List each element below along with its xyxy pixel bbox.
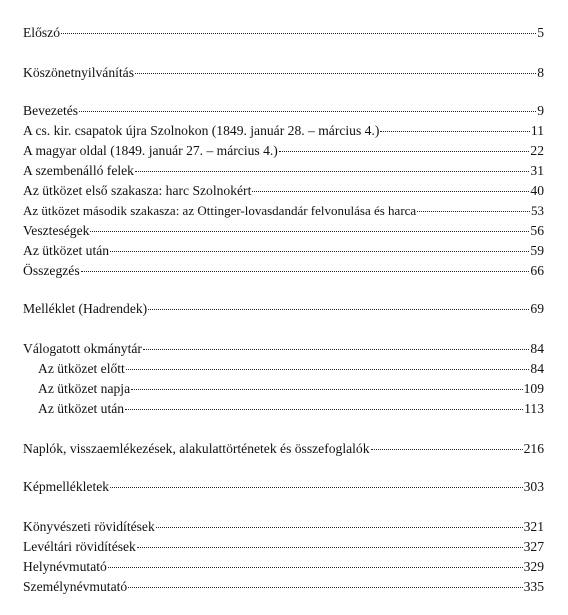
dot-leader xyxy=(279,151,530,152)
toc-entry-szembenallo-felek xyxy=(23,161,544,180)
toc-subentry-utkozet-napja xyxy=(38,379,544,398)
toc-entry-osszegzes xyxy=(23,261,544,280)
toc-entry-title: Helynévmutató xyxy=(23,559,107,574)
dot-leader xyxy=(61,33,536,34)
toc-entry-page: 66 xyxy=(530,263,544,278)
toc-entry-page: 109 xyxy=(523,381,544,396)
toc-entry-magyar-oldal xyxy=(23,141,544,160)
toc-entry-naplok xyxy=(23,439,544,458)
toc-entry-cs-kir-csapatok xyxy=(23,121,544,140)
toc-subentry-utkozet-elott xyxy=(38,359,544,378)
dot-leader xyxy=(110,251,529,252)
toc-entry-kepmellekletek xyxy=(23,477,544,496)
dot-leader xyxy=(371,449,523,450)
toc-entry-page: 84 xyxy=(530,361,544,376)
toc-entry-page: 84 xyxy=(530,341,544,356)
dot-leader xyxy=(137,547,523,548)
toc-entry-utkozet-utan xyxy=(23,241,544,260)
toc-subentry-utkozet-utan xyxy=(38,399,544,418)
toc-entry-page: 329 xyxy=(523,559,544,574)
toc-entry-utkozet-masodik-szakasza xyxy=(23,201,544,220)
toc-entry-page: 321 xyxy=(523,519,544,534)
toc-entry-title: A cs. kir. csapatok újra Szolnokon (1849. január 28. – március 4.) xyxy=(23,123,380,138)
toc-entry-koszonetnyilvanitas xyxy=(23,63,544,82)
dot-leader xyxy=(252,191,529,192)
dot-leader xyxy=(90,231,529,232)
dot-leader xyxy=(135,73,536,74)
toc-entry-eloszo xyxy=(23,23,544,42)
dot-leader xyxy=(380,131,530,132)
toc-entry-page: 303 xyxy=(523,479,544,494)
dot-leader xyxy=(125,409,523,410)
dot-leader xyxy=(110,487,523,488)
toc-entry-page: 216 xyxy=(523,441,544,456)
toc-entry-page: 327 xyxy=(523,539,544,554)
toc-entry-title: Az ütközet után xyxy=(23,243,110,258)
toc-entry-title: Az ütközet előtt xyxy=(38,361,125,376)
toc-entry-title: A magyar oldal (1849. január 27. – március 4.) xyxy=(23,143,278,158)
toc-entry-valogatott-okmanytar xyxy=(23,339,544,358)
toc-entry-title: Levéltári rövidítések xyxy=(23,539,136,554)
dot-leader xyxy=(126,369,530,370)
dot-leader xyxy=(143,349,529,350)
toc-entry-page: 31 xyxy=(530,163,544,178)
toc-entry-title: Naplók, visszaemlékezések, alakulattörténetek és összefoglalók xyxy=(23,441,370,456)
toc-entry-page: 11 xyxy=(530,123,544,138)
dot-leader xyxy=(81,271,530,272)
toc-entry-page: 5 xyxy=(537,25,544,40)
toc-entry-title: Személynévmutató xyxy=(23,579,128,594)
toc-entry-title: Előszó xyxy=(23,25,60,40)
dot-leader xyxy=(135,171,529,172)
toc-entry-title: Bevezetés xyxy=(23,103,79,118)
toc-entry-title: Veszteségek xyxy=(23,223,90,238)
toc-entry-title: Az ütközet második szakasza: az Ottinger-lovasdandár felvonulása és harca xyxy=(23,203,417,218)
toc-entry-title: Az ütközet után xyxy=(38,401,125,416)
toc-entry-bevezetes xyxy=(23,101,544,120)
toc-entry-page: 69 xyxy=(530,301,544,316)
toc-entry-title: Melléklet (Hadrendek) xyxy=(23,301,148,316)
toc-entry-title: Válogatott okmánytár xyxy=(23,341,142,356)
toc-entry-page: 56 xyxy=(530,223,544,238)
toc-entry-page: 22 xyxy=(530,143,544,158)
toc-entry-szemelynevmutato xyxy=(23,577,544,596)
toc-entry-title: Összegzés xyxy=(23,263,80,278)
toc-entry-title: Képmellékletek xyxy=(23,479,110,494)
dot-leader xyxy=(79,111,536,112)
toc-entry-page: 59 xyxy=(530,243,544,258)
dot-leader xyxy=(156,527,523,528)
toc-entry-helynevmutato xyxy=(23,557,544,576)
toc-entry-title: Az ütközet napja xyxy=(38,381,131,396)
dot-leader xyxy=(108,567,523,568)
toc-entry-vesztesegek xyxy=(23,221,544,240)
toc-entry-melleklet xyxy=(23,299,544,318)
toc-entry-page: 53 xyxy=(531,203,544,218)
dot-leader xyxy=(417,211,530,212)
dot-leader xyxy=(148,309,529,310)
toc-entry-leveltari-roviditesek xyxy=(23,537,544,556)
toc-entry-title: Könyvészeti rövidítések xyxy=(23,519,155,534)
toc-entry-title: A szembenálló felek xyxy=(23,163,134,178)
toc-entry-konyveszeti-roviditesek xyxy=(23,517,544,536)
toc-entry-title: Az ütközet első szakasza: harc Szolnokért xyxy=(23,183,252,198)
toc-entry-title: Köszönetnyilvánítás xyxy=(23,65,134,80)
toc-entry-page: 8 xyxy=(537,65,544,80)
dot-leader xyxy=(128,587,522,588)
toc-entry-page: 40 xyxy=(530,183,544,198)
toc-entry-page: 9 xyxy=(537,103,544,118)
toc-entry-page: 335 xyxy=(523,579,544,594)
dot-leader xyxy=(131,389,523,390)
toc-entry-utkozet-elso-szakasza xyxy=(23,181,544,200)
toc-entry-page: 113 xyxy=(524,401,544,416)
